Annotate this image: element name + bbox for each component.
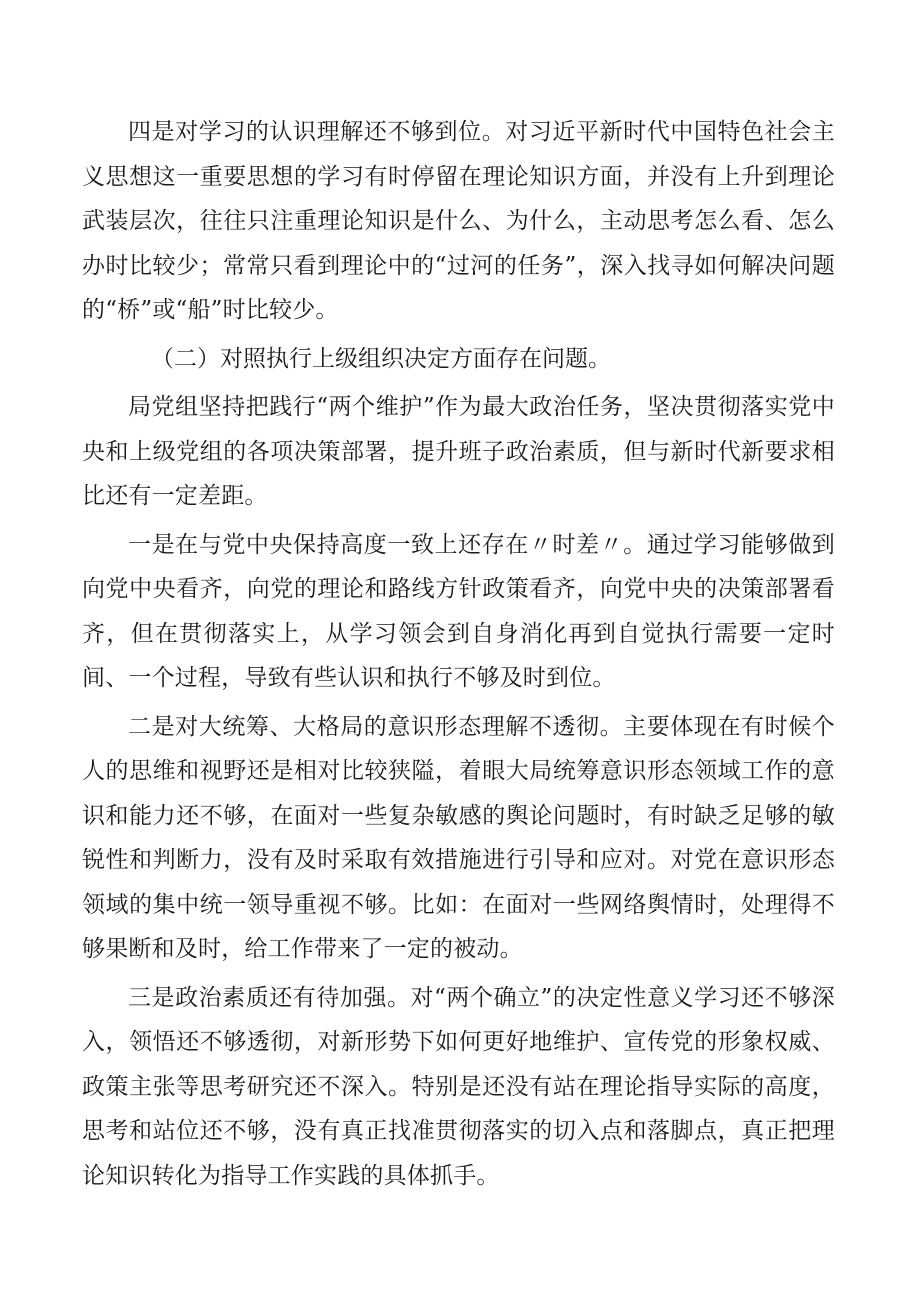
document-body <box>82 110 835 1202</box>
paragraph-first-point: 一是在与党中央保持高度一致上还存在〃时差〃。通过学习能够做到向党中央看齐，向党的理论和路线方针政策看齐，向党中央的决策部署看齐，但在贯彻落实上，从学习领会到自身消化再到自觉执行需要一定时间、一个过程，导致有些认识和执行不够及时到位。 <box>82 531 835 691</box>
paragraph-third-point: 三是政治素质还有待加强。对“两个确立”的决定性意义学习还不够深入，领悟还不够透彻，对新形势下如何更好地维护、宣传党的形象权威、政策主张等思考研究还不深入。特别是还没有站在理论指导实际的高度，思考和站位还不够，没有真正找准贯彻落实的切入点和落脚点，真正把理论知识转化为指导工作实践的具体抓手。 <box>82 984 835 1189</box>
paragraph-party-group: 局党组坚持把践行“两个维护”作为最大政治任务，坚决贯彻落实党中央和上级党组的各项决策部署，提升班子政治素质，但与新时代新要求相比还有一定差距。 <box>82 394 835 509</box>
section-heading-two: （二）对照执行上级组织决定方面存在问题。 <box>151 345 611 372</box>
paragraph-fourth-point: 四是对学习的认识理解还不够到位。对习近平新时代中国特色社会主义思想这一重要思想的学习有时停留在理论知识方面，并没有上升到理论武装层次，往往只注重理论知识是什么、为什么，主动思考怎么看、怎么办时比较少；常常只看到理论中的“过河的任务”，深入找寻如何解决问题的“桥”或“船”时比较少。 <box>82 119 835 323</box>
paragraph-second-point: 二是对大统筹、大格局的意识形态理解不透彻。主要体现在有时候个人的思维和视野还是相对比较狭隘，着眼大局统筹意识形态领域工作的意识和能力还不够，在面对一些复杂敏感的舆论问题时，有时缺乏足够的敏锐性和判断力，没有及时采取有效措施进行引导和应对。对党在意识形态领域的集中统一领导重视不够。比如：在面对一些网络舆情时，处理得不够果断和及时，给工作带来了一定的被动。 <box>82 713 835 962</box>
